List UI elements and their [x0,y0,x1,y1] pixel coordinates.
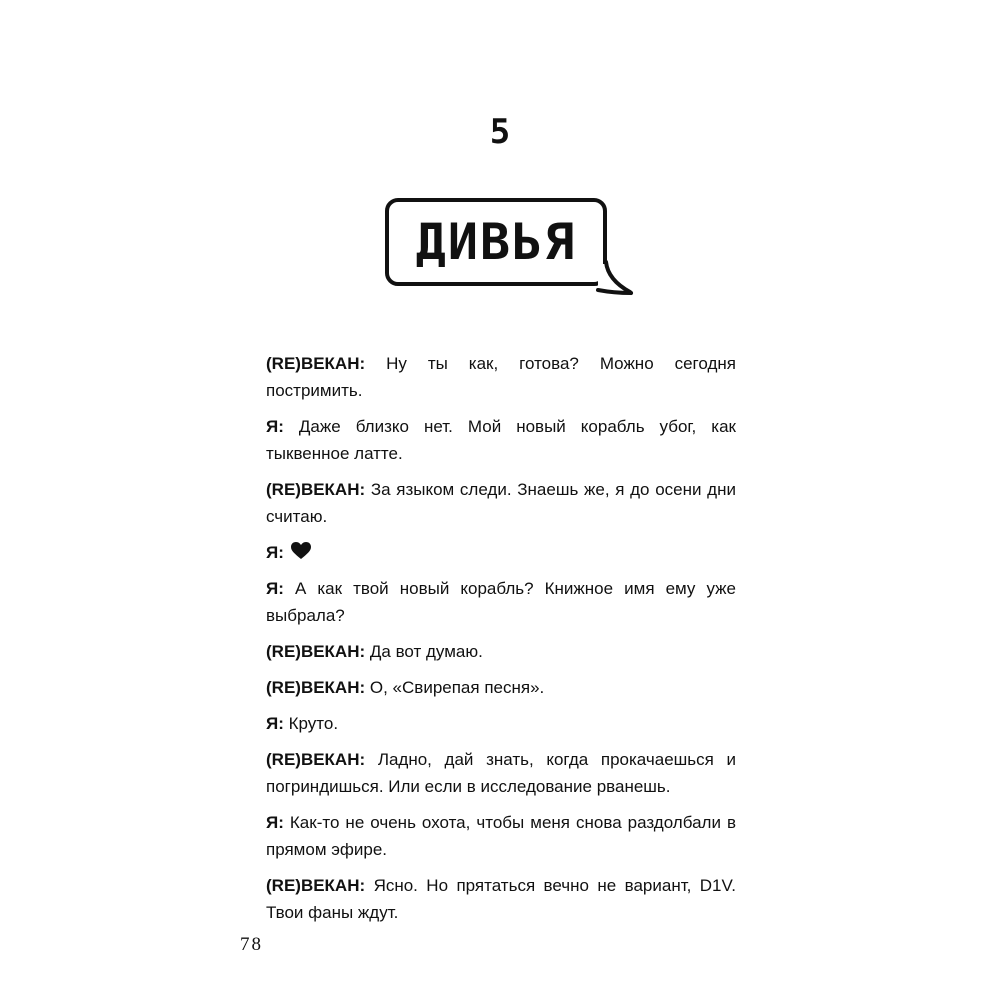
dialogue-line [266,413,736,467]
speaker: (RE)ВЕКАН: [266,642,366,661]
speaker: Я: [266,417,284,436]
message: А как твой новый корабль? Книжное имя ему уже выбрала? [266,579,736,625]
dialogue-line [266,575,736,629]
speaker: (RE)ВЕКАН: [266,876,366,895]
message: Круто. [288,714,339,733]
speaker: (RE)ВЕКАН: [266,480,366,499]
dialogue-line [266,476,736,530]
speaker: Я: [266,579,284,598]
dialogue-line [266,710,736,737]
message: Ясно. Но прятаться вечно не вариант, D1V. Твои фаны ждут. [266,876,736,922]
chapter-number: 5 [489,112,511,152]
message: Как-то не очень охота, чтобы меня снова раздолбали в прямом эфире. [266,813,736,859]
message: Ну ты как, готова? Можно сегодня постримить. [266,354,736,400]
speech-bubble-tail-icon [598,262,634,296]
speaker: (RE)ВЕКАН: [266,750,366,769]
dialogue-line [266,809,736,863]
chapter-title: ДИВЬЯ [415,213,577,271]
dialogue-line [266,638,736,665]
message: О, «Свирепая песня». [369,678,545,697]
dialogue [266,350,736,935]
speaker: (RE)ВЕКАН: [266,678,366,697]
heart-icon [291,542,311,560]
chapter-title-bubble [385,198,607,286]
speaker: Я: [266,813,284,832]
dialogue-line [266,539,736,566]
dialogue-line [266,674,736,701]
speaker: (RE)ВЕКАН: [266,354,366,373]
message: За языком следи. Знаешь же, я до осени дни считаю. [266,480,736,526]
message: Даже близко нет. Мой новый корабль убог, как тыквенное латте. [266,417,736,463]
speaker: Я: [266,714,284,733]
dialogue-line [266,350,736,404]
speaker: Я: [266,543,284,562]
message: Да вот думаю. [369,642,483,661]
dialogue-line [266,746,736,800]
message: Ладно, дай знать, когда прокачаешься и погриндишься. Или если в исследование рванешь. [266,750,736,796]
dialogue-line [266,872,736,926]
page-number: 78 [240,934,263,955]
